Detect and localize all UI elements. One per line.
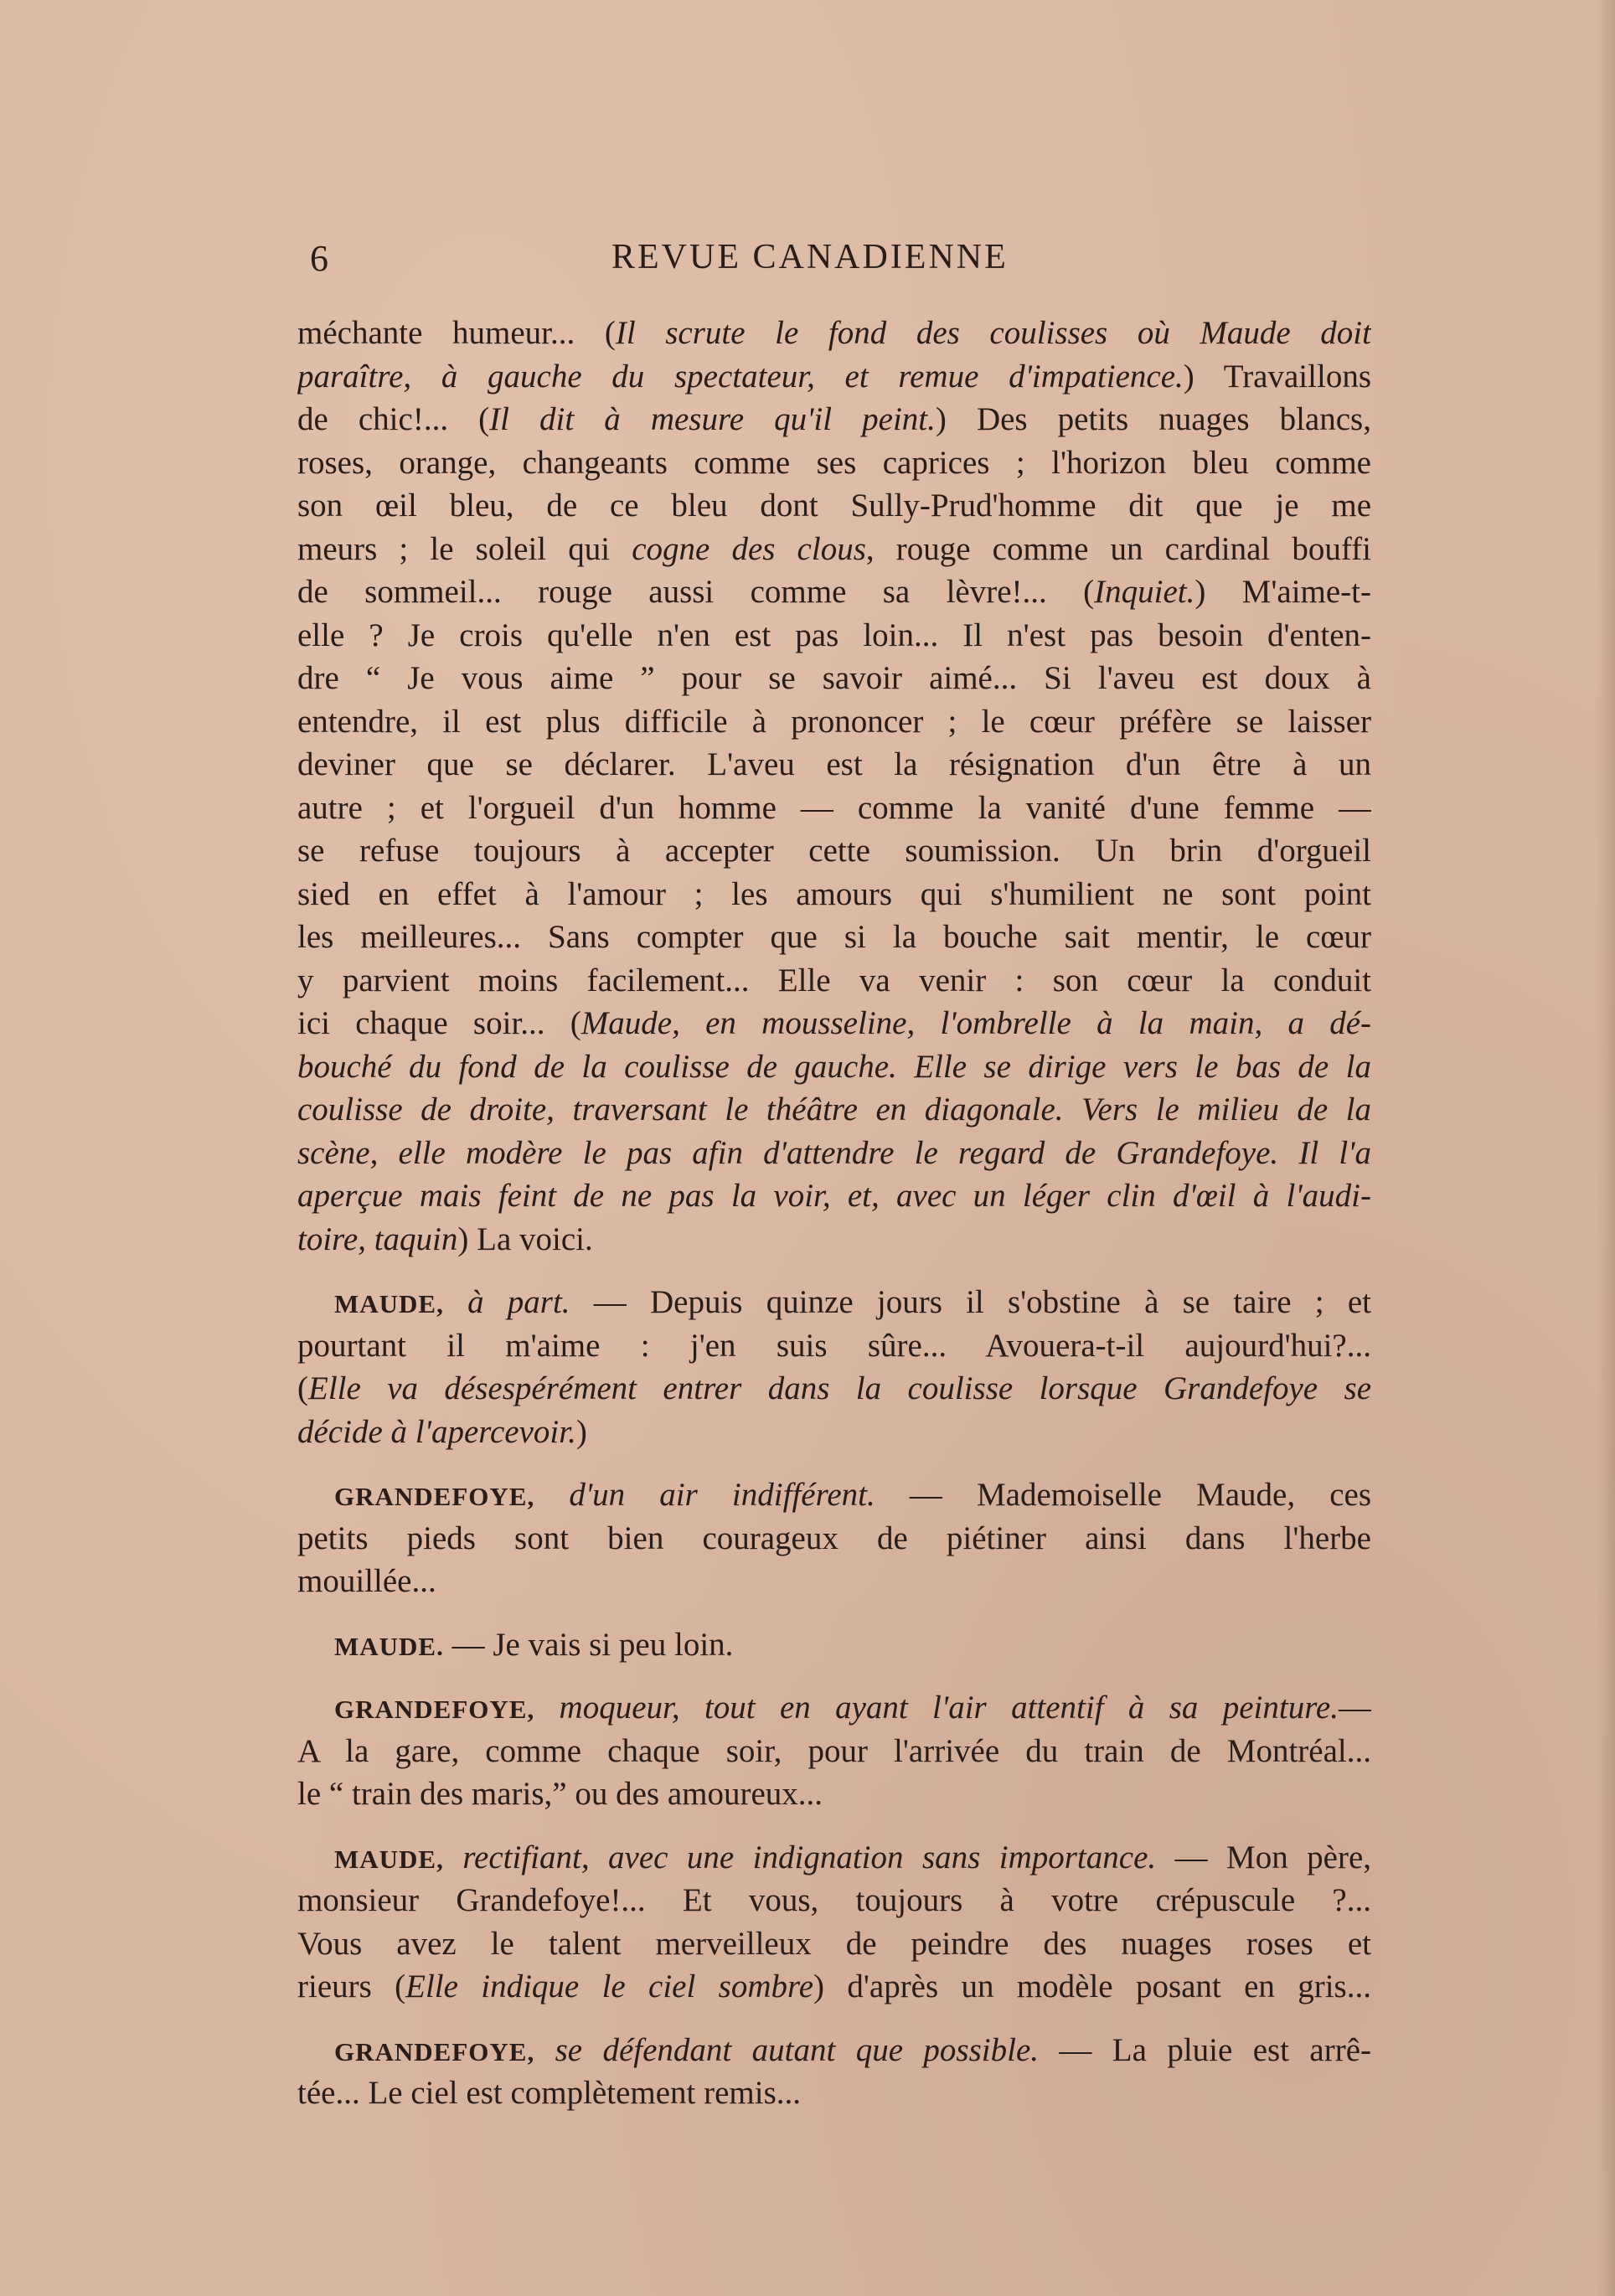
text-line: sied en effet à l'amour ; les amours qui s'humilient ne sont point [297, 875, 1371, 912]
text-line: roses, orange, changeants comme ses caprices ; l'horizon bleu comme [297, 444, 1371, 481]
speaker-name: MAUDE, [334, 1844, 444, 1874]
speech-line: MAUDE. — Je vais si peu loin. [334, 1626, 734, 1663]
text-line: meurs ; le soleil qui cogne des clous, rouge comme un cardinal bouffi [297, 530, 1371, 567]
text-line: y parvient moins facilement... Elle va venir : son cœur la conduit [297, 962, 1371, 998]
speech-line: GRANDEFOYE, d'un air indifférent. — Mademoiselle Maude, ces [334, 1477, 1371, 1513]
text-line: les meilleures... Sans compter que si la bouche sait mentir, le cœur [297, 919, 1371, 955]
text-line: de sommeil... rouge aussi comme sa lèvre!... (Inquiet.) M'aime-t- [297, 574, 1371, 610]
speech-line: mouillée... [297, 1563, 436, 1599]
text-line: entendre, il est plus difficile à prononcer ; le cœur préfère se laisser [297, 703, 1371, 740]
speech-line: A la gare, comme chaque soir, pour l'arrivée du train de Montréal... [297, 1732, 1371, 1769]
text-line: scène, elle modère le pas afin d'attendre le regard de Grandefoye. Il l'a [297, 1134, 1371, 1171]
paragraph-gap [297, 1666, 1371, 1686]
speaker-name: GRANDEFOYE, [334, 1695, 535, 1724]
speech-line: (Elle va désespérément entrer dans la coulisse lorsque Grandefoye se [297, 1370, 1371, 1406]
paragraph-gap [297, 2009, 1371, 2029]
text-line: se refuse toujours à accepter cette soumission. Un brin d'orgueil [297, 833, 1371, 869]
page-header [310, 237, 1064, 287]
paragraph-gap [297, 1453, 1371, 1473]
page-edge-shadow [1597, 0, 1615, 2296]
speech-line: MAUDE, à part. — Depuis quinze jours il s'obstine à se taire ; et [334, 1284, 1371, 1320]
speech-line: petits pieds sont bien courageux de piétiner ainsi dans l'herbe [297, 1519, 1371, 1556]
speech-line: Vous avez le talent merveilleux de peindre des nuages roses et [297, 1925, 1371, 1962]
speech-line: rieurs (Elle indique le ciel sombre) d'après un modèle posant en gris... [297, 1968, 1371, 2004]
speaker-name: MAUDE. [334, 1631, 444, 1661]
speech-line: monsieur Grandefoye!... Et vous, toujours à votre crépuscule ?... [297, 1882, 1371, 1918]
text-line: méchante humeur... (Il scrute le fond des coulisses où Maude doit [297, 315, 1371, 351]
text-line: toire, taquin) La voici. [297, 1220, 593, 1257]
paragraph-gap [297, 1816, 1371, 1836]
text-line: coulisse de droite, traversant le théâtre en diagonale. Vers le milieu de la [297, 1091, 1371, 1127]
text-line: elle ? Je crois qu'elle n'en est pas loin... Il n'est pas besoin d'enten- [297, 617, 1371, 653]
text-line: ici chaque soir... (Maude, en mousseline, l'ombrelle à la main, a dé- [297, 1005, 1371, 1041]
speech-line: décide à l'apercevoir.) [297, 1413, 587, 1450]
speech-line: GRANDEFOYE, moqueur, tout en ayant l'air attentif à sa peinture.— [334, 1690, 1371, 1726]
page-number: 6 [310, 238, 329, 279]
paragraph-gap [297, 1261, 1371, 1281]
speech-line: pourtant il m'aime : j'en suis sûre... Avouera-t-il aujourd'hui?... [297, 1327, 1371, 1364]
text-line: autre ; et l'orgueil d'un homme — comme la vanité d'une femme — [297, 789, 1371, 826]
text-line: aperçue mais feint de ne pas la voir, et, avec un léger clin d'œil à l'audi- [297, 1178, 1371, 1214]
body-text [297, 312, 1371, 2115]
text-line: bouché du fond de la coulisse de gauche. Elle se dirige vers le bas de la [297, 1048, 1371, 1085]
text-line: dre “ Je vous aime ” pour se savoir aimé... Si l'aveu est doux à [297, 660, 1371, 696]
text-line: de chic!... (Il dit à mesure qu'il peint.) Des petits nuages blancs, [297, 401, 1371, 437]
speaker-name: GRANDEFOYE, [334, 1482, 535, 1511]
text-line: paraître, à gauche du spectateur, et remue d'impatience.) Travaillons [297, 358, 1371, 395]
text-line: son œil bleu, de ce bleu dont Sully-Prud'homme dit que je me [297, 488, 1371, 524]
speaker-name: GRANDEFOYE, [334, 2036, 535, 2066]
speech-line: GRANDEFOYE, se défendant autant que possible. — La pluie est arrê- [334, 2031, 1371, 2068]
speech-line: tée... Le ciel est complètement remis... [297, 2075, 802, 2111]
running-title: REVUE CANADIENNE [611, 238, 1009, 276]
paragraph-gap [297, 1603, 1371, 1623]
text-line: deviner que se déclarer. L'aveu est la résignation d'un être à un [297, 746, 1371, 782]
speech-line: le “ train des maris,” ou des amoureux... [297, 1776, 823, 1812]
speech-line: MAUDE, rectifiant, avec une indignation sans importance. — Mon père, [334, 1839, 1371, 1875]
speaker-name: MAUDE, [334, 1289, 444, 1318]
